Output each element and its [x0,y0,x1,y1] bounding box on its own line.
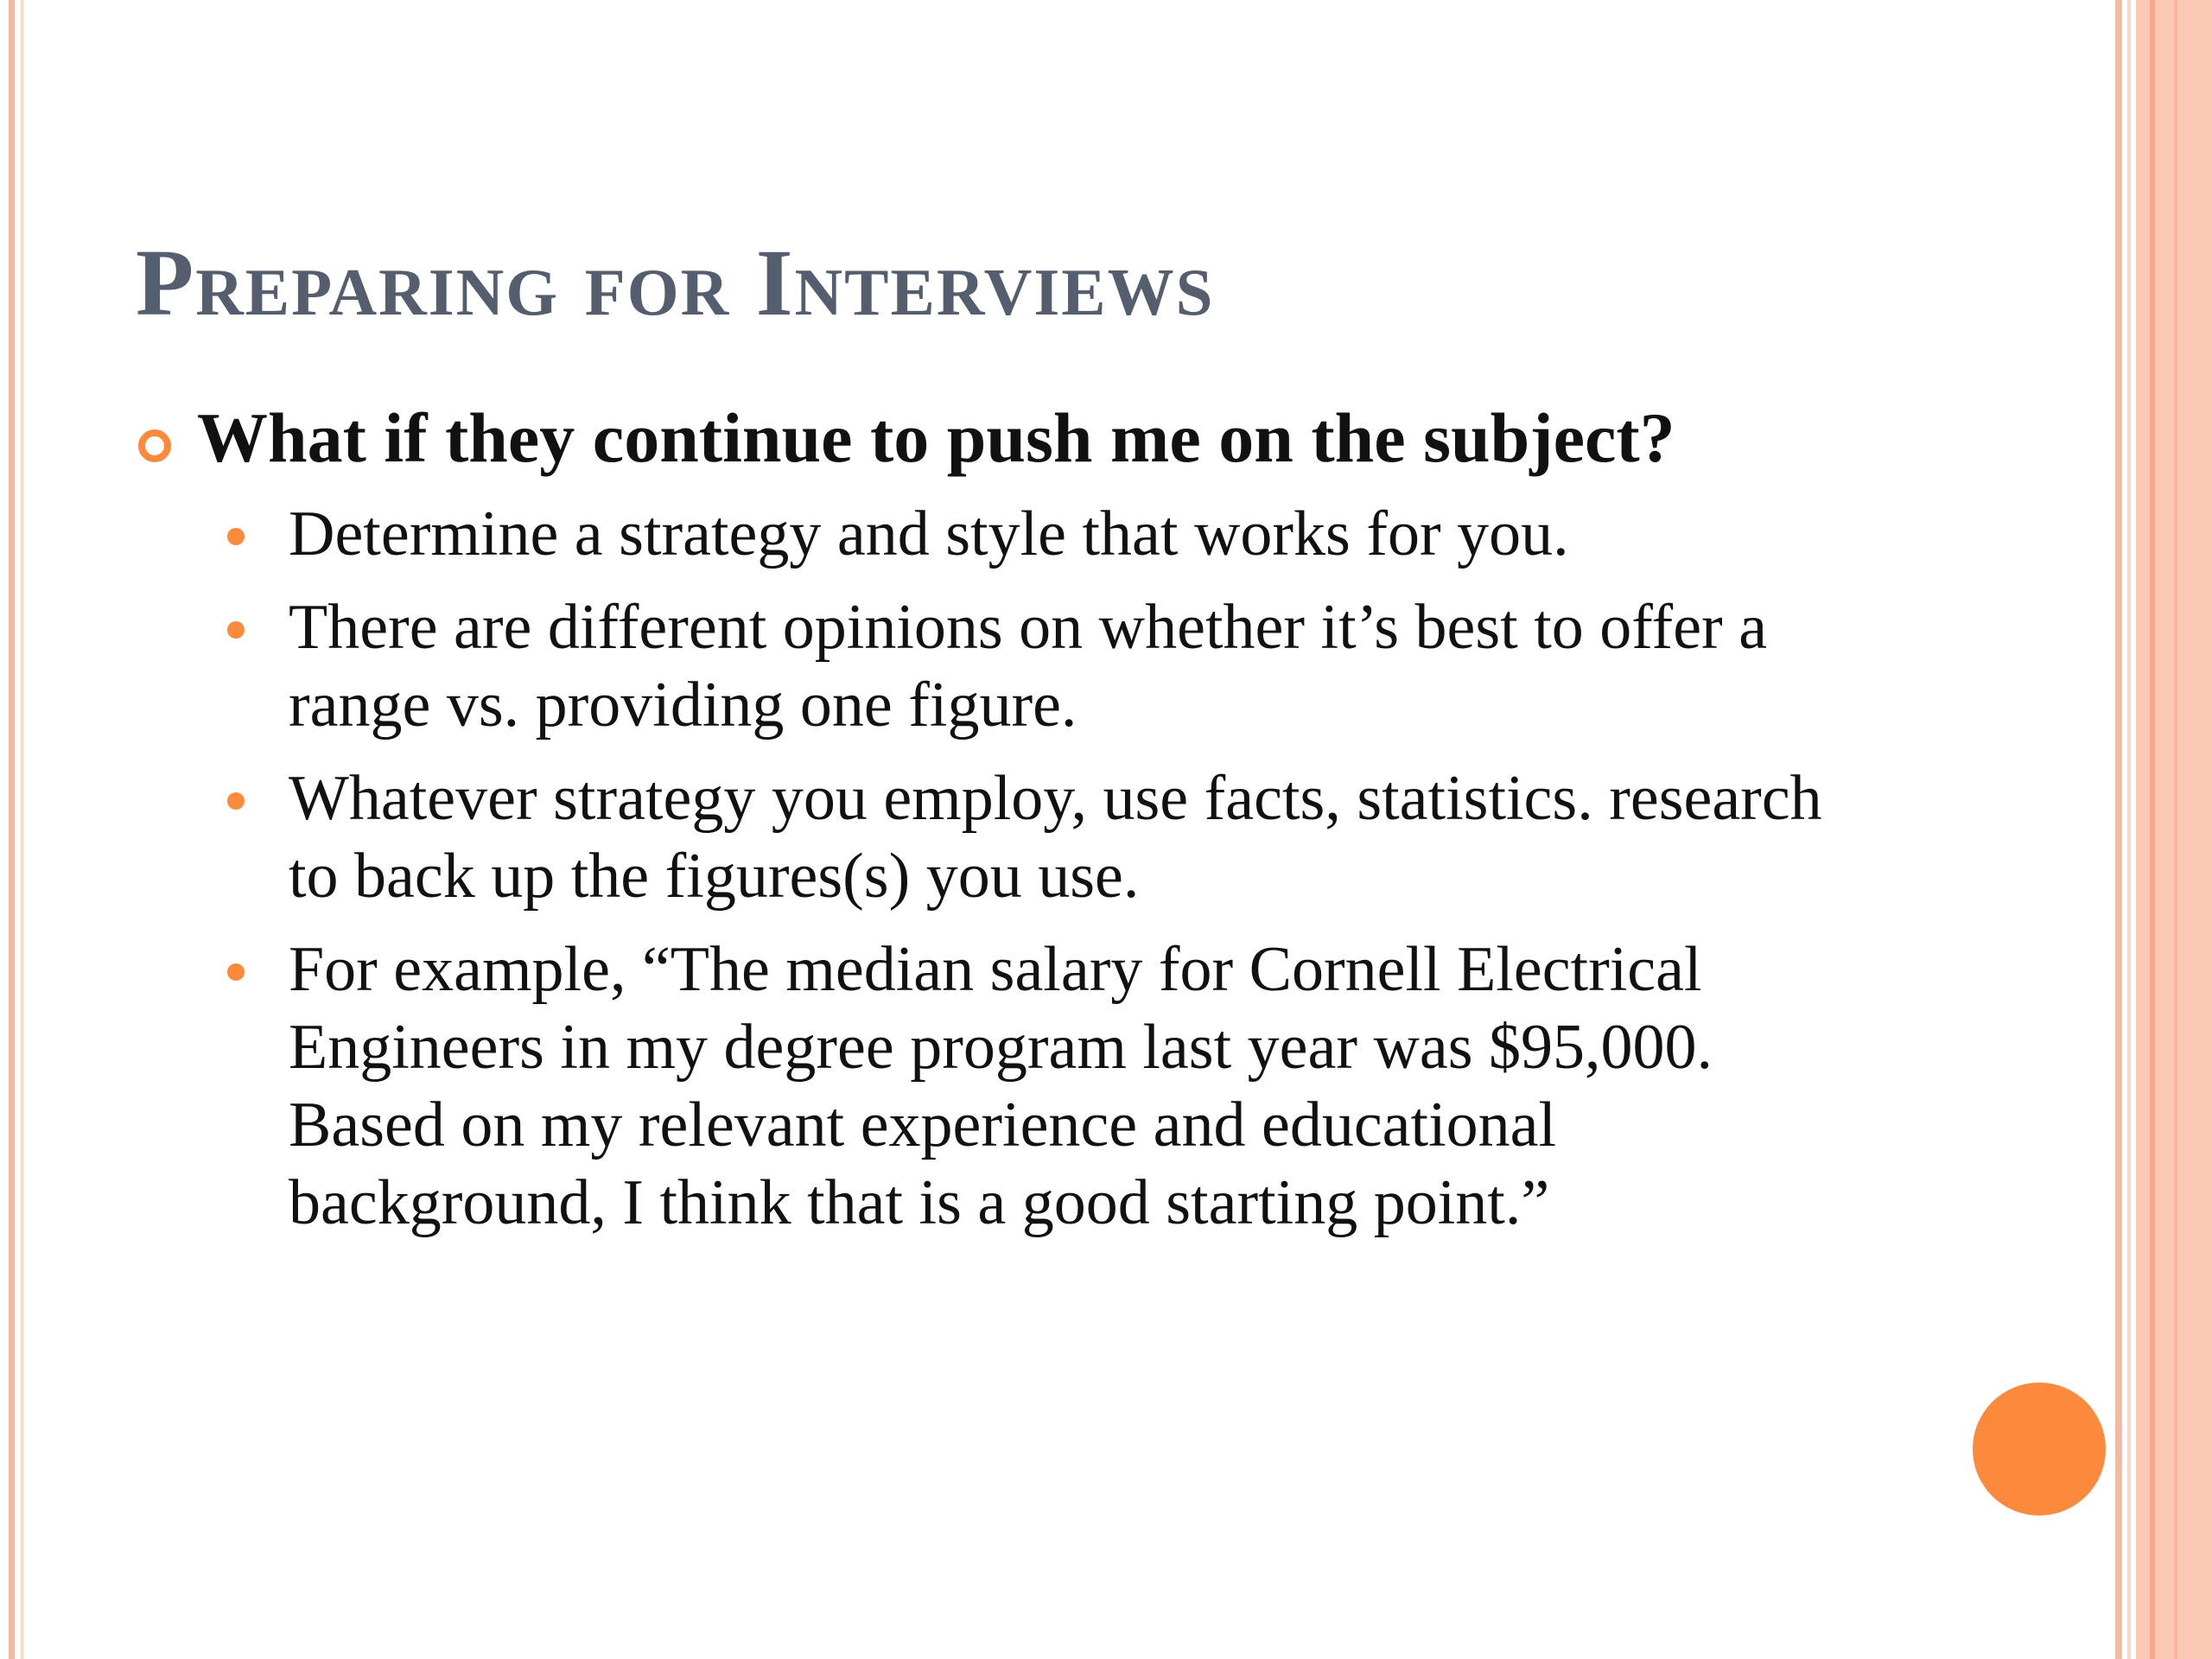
answer-list [138,495,1884,1242]
question-text: What if they continue to push me on the subject? [197,398,1675,477]
list-item-text: Whatever strategy you employ, use facts, statistics. research to back up the figures(s) you use. [289,763,1822,912]
slide-title: Preparing for Interviews [136,230,1215,335]
list-item [138,495,1884,573]
list-item [138,588,1884,744]
right-border-band-line-2 [2174,0,2177,1659]
list-item-text: There are different opinions on whether it’s best to offer a range vs. providing one figure. [289,592,1768,741]
list-item-text: Determine a strategy and style that works for you. [289,499,1569,569]
left-border-line-thin [21,0,23,1659]
left-border-line [9,0,15,1659]
list-item [138,760,1884,915]
list-item [138,931,1884,1242]
slide-body [138,393,1884,1257]
right-border-band-line [2150,0,2155,1659]
right-border-line [2115,0,2122,1659]
orange-dot-bullet-icon [227,792,245,810]
orange-dot-bullet-icon [227,963,245,981]
question-bullet [138,393,1884,483]
orange-circle-decoration [1973,1382,2106,1516]
list-item-text: For example, “The median salary for Cornell Electrical Engineers in my degree program last year was $95,000. Based on my relevant experience and educational background, I think that is a good starting point.” [289,934,1713,1238]
orange-dot-bullet-icon [227,528,245,545]
orange-dot-bullet-icon [227,621,245,639]
right-border-line-thin [2127,0,2131,1659]
orange-ring-bullet-icon [138,429,171,462]
